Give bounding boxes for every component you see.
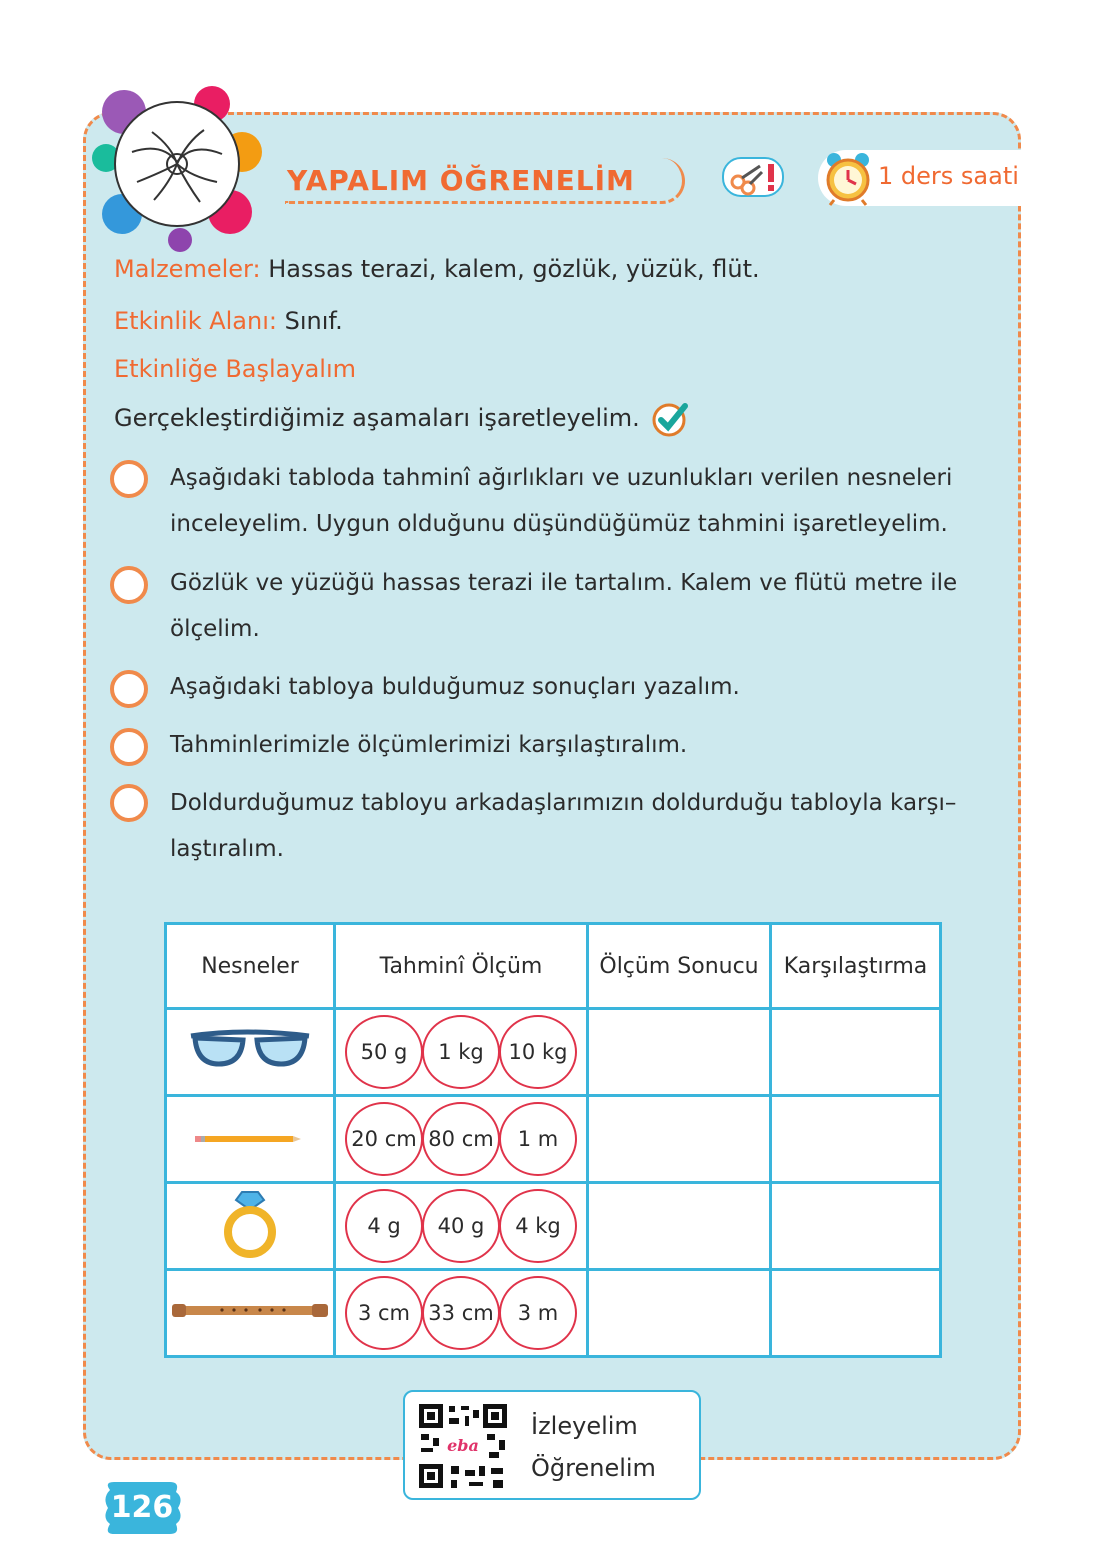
duration-pill: [818, 150, 1022, 206]
choices-cell: [335, 1270, 588, 1357]
table-row: [166, 1183, 941, 1270]
estimate-option[interactable]: 40 g: [422, 1189, 500, 1263]
object-cell: [166, 1009, 335, 1096]
comparison-cell[interactable]: [771, 1009, 941, 1096]
estimate-option[interactable]: 20 cm: [345, 1102, 423, 1176]
step-text: Doldurduğumuz tabloyu arkadaşlarımızın doldurduğu tabloyla karşı– laştıralım.: [170, 790, 957, 862]
estimate-option[interactable]: 33 cm: [422, 1276, 500, 1350]
step-checkbox[interactable]: [110, 670, 148, 708]
area-label: Etkinlik Alanı:: [114, 307, 277, 335]
object-cell: [166, 1183, 335, 1270]
instruction-text: Gerçekleştirdiğimiz aşamaları işaretleyelim.: [114, 404, 640, 432]
check-icon: [651, 400, 691, 438]
object-cell: [166, 1096, 335, 1183]
comparison-cell[interactable]: [771, 1183, 941, 1270]
qr-label-watch: İzleyelim: [531, 1412, 638, 1440]
estimate-option[interactable]: 4 g: [345, 1189, 423, 1263]
estimate-option[interactable]: 3 m: [499, 1276, 577, 1350]
materials-line: [114, 255, 760, 283]
glasses-icon: [185, 1024, 315, 1074]
estimate-option[interactable]: 3 cm: [345, 1276, 423, 1350]
header-comparison: Karşılaştırma: [771, 924, 941, 1009]
start-label: Etkinliğe Başlayalım: [114, 355, 356, 383]
table-row: [166, 1270, 941, 1357]
qr-label-learn: Öğrenelim: [531, 1454, 656, 1482]
step-text: Aşağıdaki tabloda tahminî ağırlıkları ve uzunlukları verilen nesneleri inceleyelim. Uygun olduğunu düşündüğümüz tahmini işaretleyelim.: [170, 465, 953, 537]
measurement-table: [164, 922, 942, 1358]
instruction-line: [114, 400, 691, 438]
estimate-option[interactable]: 1 kg: [422, 1015, 500, 1089]
table-row: [166, 1096, 941, 1183]
result-cell[interactable]: [588, 1096, 771, 1183]
object-cell: [166, 1270, 335, 1357]
estimate-option[interactable]: 1 m: [499, 1102, 577, 1176]
result-cell[interactable]: [588, 1183, 771, 1270]
ring-icon: [220, 1188, 280, 1258]
table-header-row: [166, 924, 941, 1009]
page-number: 126: [110, 1490, 174, 1525]
eba-logo-text: eba: [447, 1436, 479, 1455]
area-value: Sınıf.: [276, 307, 343, 335]
step-text: Tahminlerimizle ölçümlerimizi karşılaştıralım.: [170, 732, 688, 758]
area-line: [114, 307, 343, 335]
step-checkbox[interactable]: [110, 566, 148, 604]
step-checkbox[interactable]: [110, 728, 148, 766]
header-result: Ölçüm Sonucu: [588, 924, 771, 1009]
step-checkbox[interactable]: [110, 784, 148, 822]
lesson-duration: 1 ders saati: [878, 162, 1019, 190]
header-objects: Nesneler: [166, 924, 335, 1009]
section-title-text: YAPALIM ÖĞRENELİM: [287, 164, 635, 197]
choices-cell: [335, 1009, 588, 1096]
qr-code-icon: [417, 1402, 509, 1490]
step-text: Aşağıdaki tabloya bulduğumuz sonuçları yazalım.: [170, 674, 740, 700]
flute-icon: [172, 1300, 328, 1320]
result-cell[interactable]: [588, 1009, 771, 1096]
alarm-clock-icon: [820, 150, 876, 206]
estimate-option[interactable]: 80 cm: [422, 1102, 500, 1176]
table-row: [166, 1009, 941, 1096]
start-line: [114, 355, 356, 383]
estimate-option[interactable]: 4 kg: [499, 1189, 577, 1263]
page-number-badge: [100, 1478, 184, 1538]
step-checkbox[interactable]: [110, 460, 148, 498]
qr-watch-learn-box[interactable]: [403, 1390, 701, 1500]
materials-label: Malzemeler:: [114, 255, 261, 283]
estimate-option[interactable]: 50 g: [345, 1015, 423, 1089]
result-cell[interactable]: [588, 1270, 771, 1357]
step-text: Gözlük ve yüzüğü hassas terazi ile tartalım. Kalem ve flütü metre ile ölçelim.: [170, 570, 958, 642]
pencil-icon: [195, 1132, 305, 1146]
comparison-cell[interactable]: [771, 1096, 941, 1183]
choices-cell: [335, 1183, 588, 1270]
header-estimate: Tahminî Ölçüm: [335, 924, 588, 1009]
estimate-option[interactable]: 10 kg: [499, 1015, 577, 1089]
choices-cell: [335, 1096, 588, 1183]
materials-value: Hassas terazi, kalem, gözlük, yüzük, flüt.: [260, 255, 760, 283]
section-title: [285, 158, 685, 204]
scissors-warning-icon: [722, 154, 784, 198]
teamwork-hands-icon: [92, 82, 262, 252]
comparison-cell[interactable]: [771, 1270, 941, 1357]
